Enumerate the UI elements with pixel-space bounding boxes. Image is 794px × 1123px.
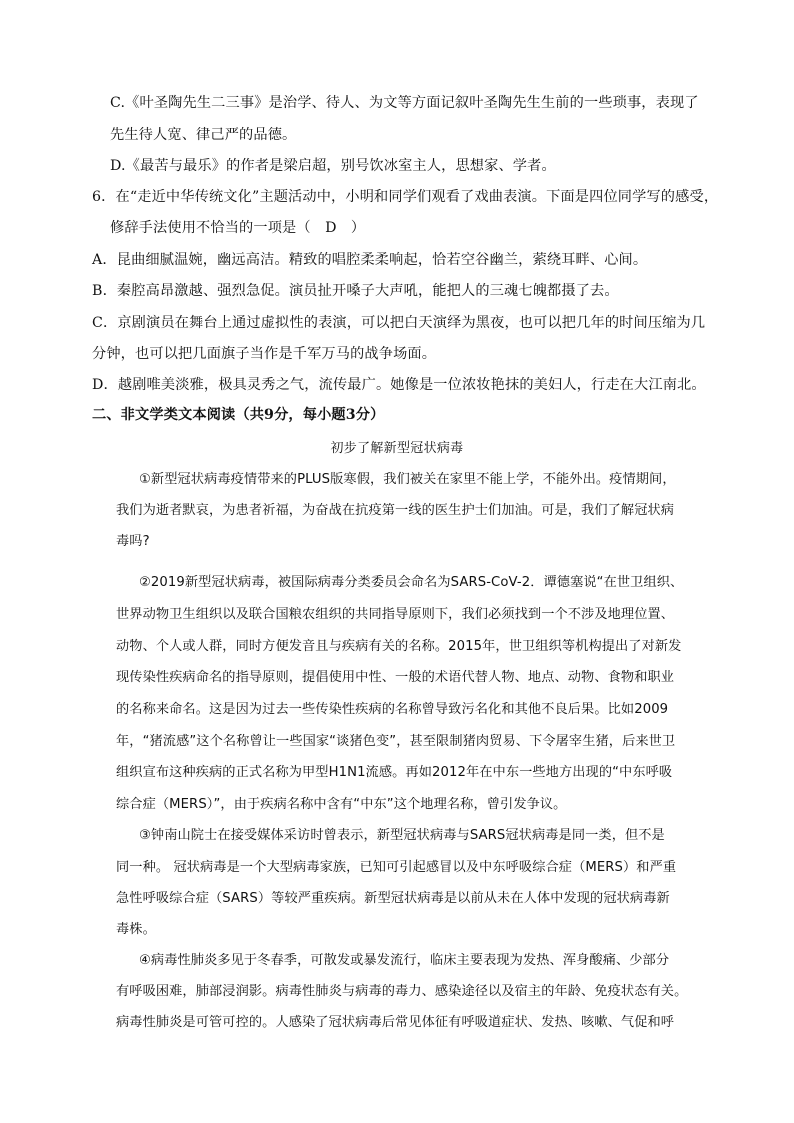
article-p1-line3: 毒吗? — [116, 534, 150, 549]
article-title: 初步了解新型冠状病毒 — [330, 441, 464, 456]
article-p3-line3: 急性呼吸综合症（SARS）等较严重疾病。新型冠状病毒是以前从未在人体中发现的冠状病毒新 — [116, 891, 670, 906]
article-p2-line8: 综合症（MERS）”，由于疾病名称中含有“中东”这个地理名称，曾引发争议。 — [116, 797, 567, 812]
q6-option-b: B．秦腔高昂激越、强烈急促。演员扯开嗓子大声吼，能把人的三魂七魄都摄了去。 — [92, 283, 619, 299]
q6-option-c-line1: C．京剧演员在舞台上通过虚拟性的表演，可以把白天演绎为黑夜，也可以把几年的时间压缩为几 — [92, 315, 706, 331]
q6-option-a: A．昆曲细腻温婉，幽远高洁。精致的唱腔柔柔响起，恰若空谷幽兰，萦绕耳畔、心间。 — [92, 252, 648, 268]
q6-option-c-line2: 分钟，也可以把几面旗子当作是千军万马的战争场面。 — [92, 346, 437, 362]
article-p1-line1: ①新型冠状病毒疫情带来的PLUS版寒假，我们被关在家里不能上学，不能外出。疫情期间， — [139, 472, 676, 487]
article-p3-line4: 毒株。 — [116, 922, 156, 937]
q5-option-c-line1: C.《叶圣陶先生二三事》是治学、待人、为文等方面记叙叶圣陶先生生前的一些琐事，表现了 — [110, 95, 699, 111]
article-p2-line4: 现传染性疾病命名的指导原则，提倡使用中性、一般的术语代替人物、地点、动物、食物和职业 — [116, 670, 675, 685]
q5-option-c-line2: 先生待人宽、律己严的品德。 — [110, 127, 297, 143]
article-p2-line1: ②2019新型冠状病毒，被国际病毒分类委员会命名为SARS-CoV-2．谭德塞说“在世卫组织、 — [139, 575, 684, 590]
article-p2-line3: 动物、个人或人群，同时方便发音且与疾病有关的名称。2015年，世卫组织等机构提出了对新发 — [116, 639, 682, 654]
article-p1-line2: 我们为逝者默哀，为患者祈福，为奋战在抗疫第一线的医生护士们加油。可是，我们了解冠状病 — [116, 503, 675, 518]
article-p2-line2: 世界动物卫生组织以及联合国粮农组织的共同指导原则下，我们必须找到一个不涉及地理位置、 — [116, 607, 675, 622]
q6-stem-line1: 6．在“走近中华传统文化”主题活动中，小明和同学们观看了戏曲表演。下面是四位同学写的感受， — [92, 189, 719, 205]
article-p2-line6: 年，“猪流感”这个名称曾让一些国家“谈猪色变”，甚至限制猪肉贸易、下令屠宰生猪，后来世卫 — [116, 734, 676, 749]
q5-option-d: D.《最苦与最乐》的作者是梁启超，别号饮冰室主人，思想家、学者。 — [110, 158, 556, 174]
q6-stem-line2: 修辞手法使用不恰当的一项是（ D ） — [110, 220, 366, 236]
article-p4-line2: 有呼吸困难，肺部浸润影。病毒性肺炎与病毒的毒力、感染途径以及宿主的年龄、免疫状态有关。 — [116, 984, 688, 999]
article-p3-line2: 同一种。 冠状病毒是一个大型病毒家族，已知可引起感冒以及中东呼吸综合症（MERS）和严重 — [116, 860, 677, 875]
section-heading: 二、非文学类文本阅读（共9分，每小题3分） — [92, 407, 385, 423]
q6-option-d: D．越剧唯美淡雅，极具灵秀之气，流传最广。她像是一位浓妆艳抹的美妇人，行走在大江南北。 — [92, 377, 706, 393]
article-p4-line1: ④病毒性肺炎多见于冬春季，可散发或暴发流行，临床主要表现为发热、浑身酸痛、少部分 — [139, 953, 670, 968]
article-p2-line7: 组织宣布这种疾病的正式名称为甲型H1N1流感。再如2012年在中东一些地方出现的“中东呼吸 — [116, 765, 673, 780]
article-p4-line3: 病毒性肺炎是可管可控的。人感染了冠状病毒后常见体征有呼吸道症状、发热、咳嗽、气促和呼 — [116, 1015, 675, 1030]
article-p2-line5: 的名称来命名。这是因为过去一些传染性疾病的名称曾导致污名化和其他不良后果。比如2009 — [116, 702, 669, 717]
article-p3-line1: ③钟南山院士在接受媒体采访时曾表示，新型冠状病毒与SARS冠状病毒是同一类，但不是 — [139, 828, 665, 843]
